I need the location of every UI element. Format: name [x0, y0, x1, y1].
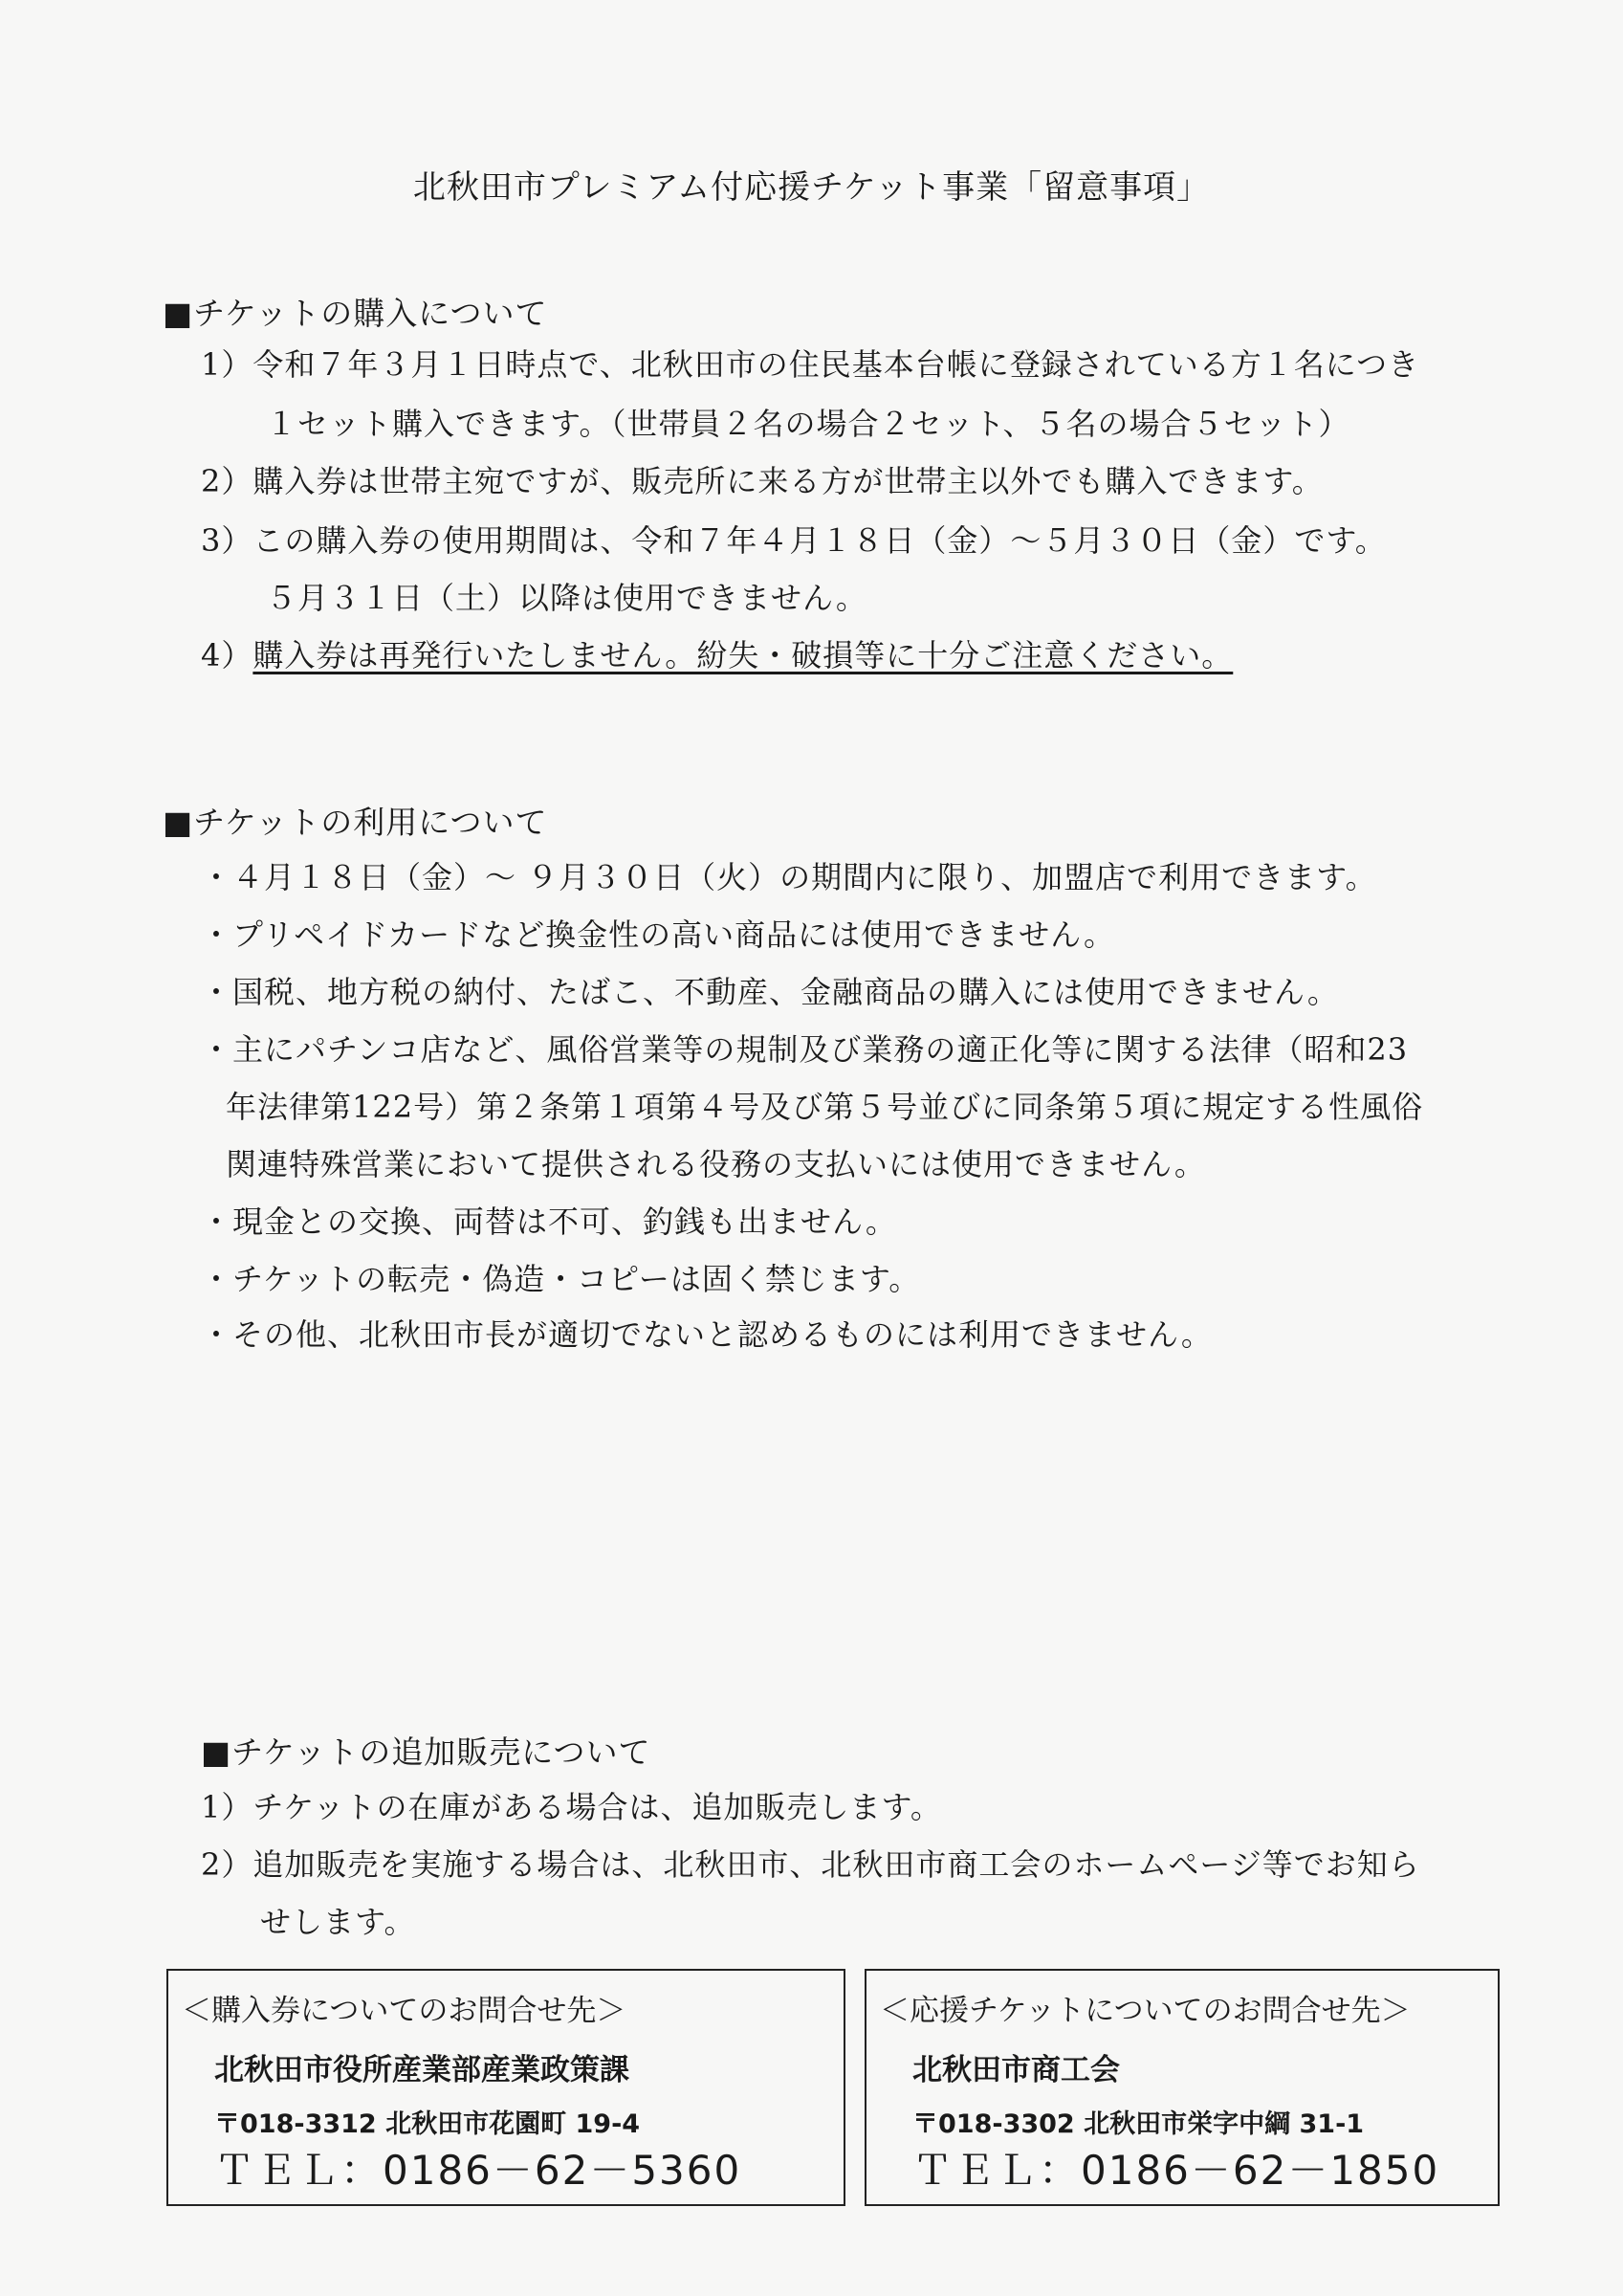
usage-line-1: ・４月１８日（金）～ ９月３０日（火）の期間内に限り、加盟店で利用できます。 [201, 859, 1377, 895]
contact-organization: 北秋田市役所産業部産業政策課 [214, 2053, 629, 2087]
page-title: 北秋田市プレミアム付応援チケット事業「留意事項」 [412, 168, 1211, 207]
contact-organization: 北秋田市商工会 [912, 2053, 1120, 2087]
contact-phone: ＴＥＬ：0186－62－1850 [912, 2147, 1440, 2194]
additional-line-2: 2）追加販売を実施する場合は、北秋田市、北秋田市商工会のホームページ等でお知ら [201, 1846, 1420, 1883]
additional-line-2-cont: せします。 [260, 1904, 416, 1940]
usage-line-4: ・主にパチンコ店など、風俗営業等の規制及び業務の適正化等に関する法律（昭和23 [201, 1031, 1409, 1068]
purchase-line-2: 2）購入券は世帯主宛ですが、販売所に来る方が世帯主以外でも購入できます。 [201, 463, 1324, 499]
contact-address: 〒018-3312 北秋田市花園町 19-4 [214, 2109, 641, 2139]
usage-line-2: ・プリペイドカードなど換金性の高い商品には使用できません。 [201, 916, 1116, 953]
contact-box-purchase-voucher [166, 1969, 845, 2206]
purchase-line-3: 3）この購入券の使用期間は、令和７年４月１８日（金）～５月３０日（金）です。 [201, 522, 1387, 559]
purchase-line-4-warning: 購入券は再発行いたしません。紛失・破損等に十分ご注意ください。 [252, 637, 1234, 673]
usage-line-5: ・現金との交換、両替は不可、釣銭も出ません。 [201, 1203, 897, 1240]
contact-box-support-ticket [865, 1969, 1500, 2206]
section-heading-purchase: ■チケットの購入について [163, 295, 548, 332]
contact-address: 〒018-3302 北秋田市栄字中綱 31-1 [912, 2109, 1365, 2139]
section-heading-additional: ■チケットの追加販売について [201, 1733, 651, 1771]
purchase-line-4 [201, 631, 1233, 675]
usage-line-3: ・国税、地方税の納付、たばこ、不動産、金融商品の購入には使用できません。 [201, 974, 1339, 1010]
purchase-line-1-cont: １セット購入できます。（世帯員２名の場合２セット、５名の場合５セット） [266, 406, 1350, 442]
purchase-line-3-cont: ５月３１日（土）以降は使用できません。 [266, 580, 867, 616]
contact-phone: ＴＥＬ：0186－62－5360 [214, 2147, 742, 2194]
purchase-line-1: 1）令和７年３月１日時点で、北秋田市の住民基本台帳に登録されている方１名につき [201, 346, 1420, 383]
section-heading-usage: ■チケットの利用について [163, 804, 548, 841]
usage-line-6: ・チケットの転売・偽造・コピーは固く禁じます。 [201, 1261, 921, 1297]
additional-line-1: 1）チケットの在庫がある場合は、追加販売します。 [201, 1789, 942, 1825]
contact-heading: ＜応援チケットについてのお問合せ先＞ [880, 1994, 1411, 2028]
contact-heading: ＜購入券についてのお問合せ先＞ [182, 1994, 626, 2028]
usage-line-4-cont-2: 関連特殊営業において提供される役務の支払いには使用できません。 [226, 1146, 1206, 1182]
purchase-line-4-number: 4） [201, 637, 253, 673]
usage-line-7: ・その他、北秋田市長が適切でないと認めるものには利用できません。 [201, 1316, 1213, 1353]
usage-line-4-cont-1: 年法律第122号）第２条第１項第４号及び第５号並びに同条第５項に規定する性風俗 [226, 1089, 1424, 1125]
